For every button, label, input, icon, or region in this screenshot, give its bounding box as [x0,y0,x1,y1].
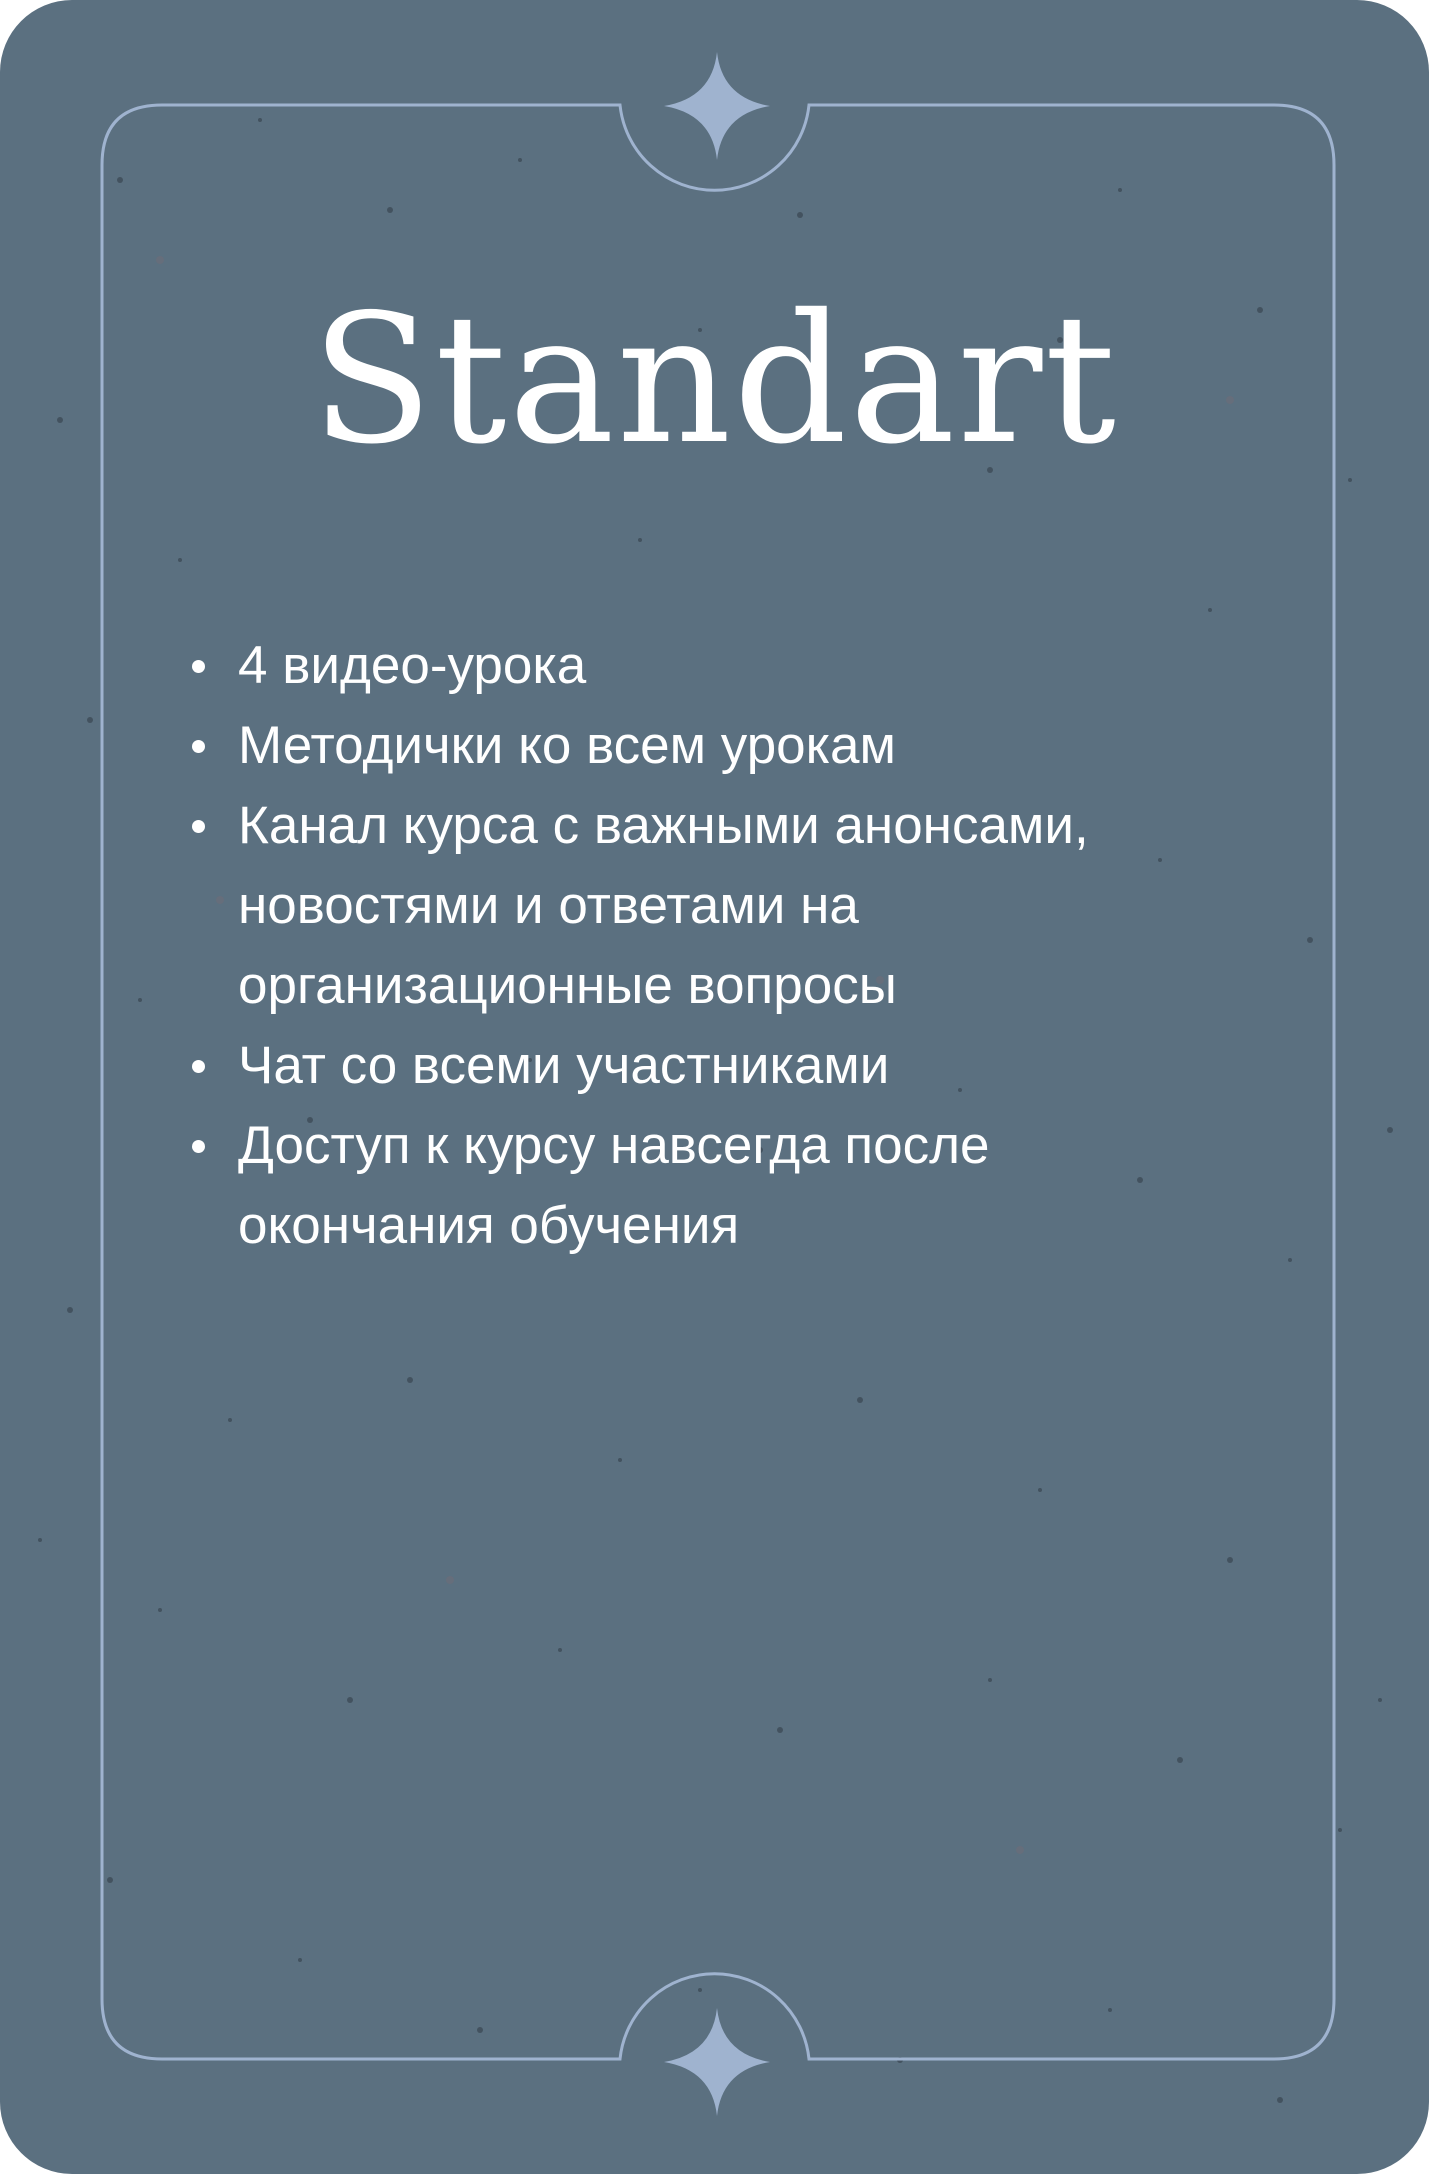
bullet-icon [192,1140,205,1153]
feature-item: Доступ к курсу навсегда после окончания обучения [238,1106,1138,1266]
bullet-icon [192,820,205,833]
bullet-icon [192,740,205,753]
bullet-icon [192,660,205,673]
plan-title: Standart [311,276,1118,483]
bullet-icon [192,1060,205,1073]
feature-item: Методички ко всем урокам [238,706,1238,786]
feature-item: 4 видео-урока [238,626,1238,706]
feature-item: Чат со всеми участниками [238,1026,1238,1106]
feature-item: Канал курса с важными анонсами, новостями и ответами на организационные вопросы [238,786,1218,1026]
feature-list [238,626,1238,1266]
